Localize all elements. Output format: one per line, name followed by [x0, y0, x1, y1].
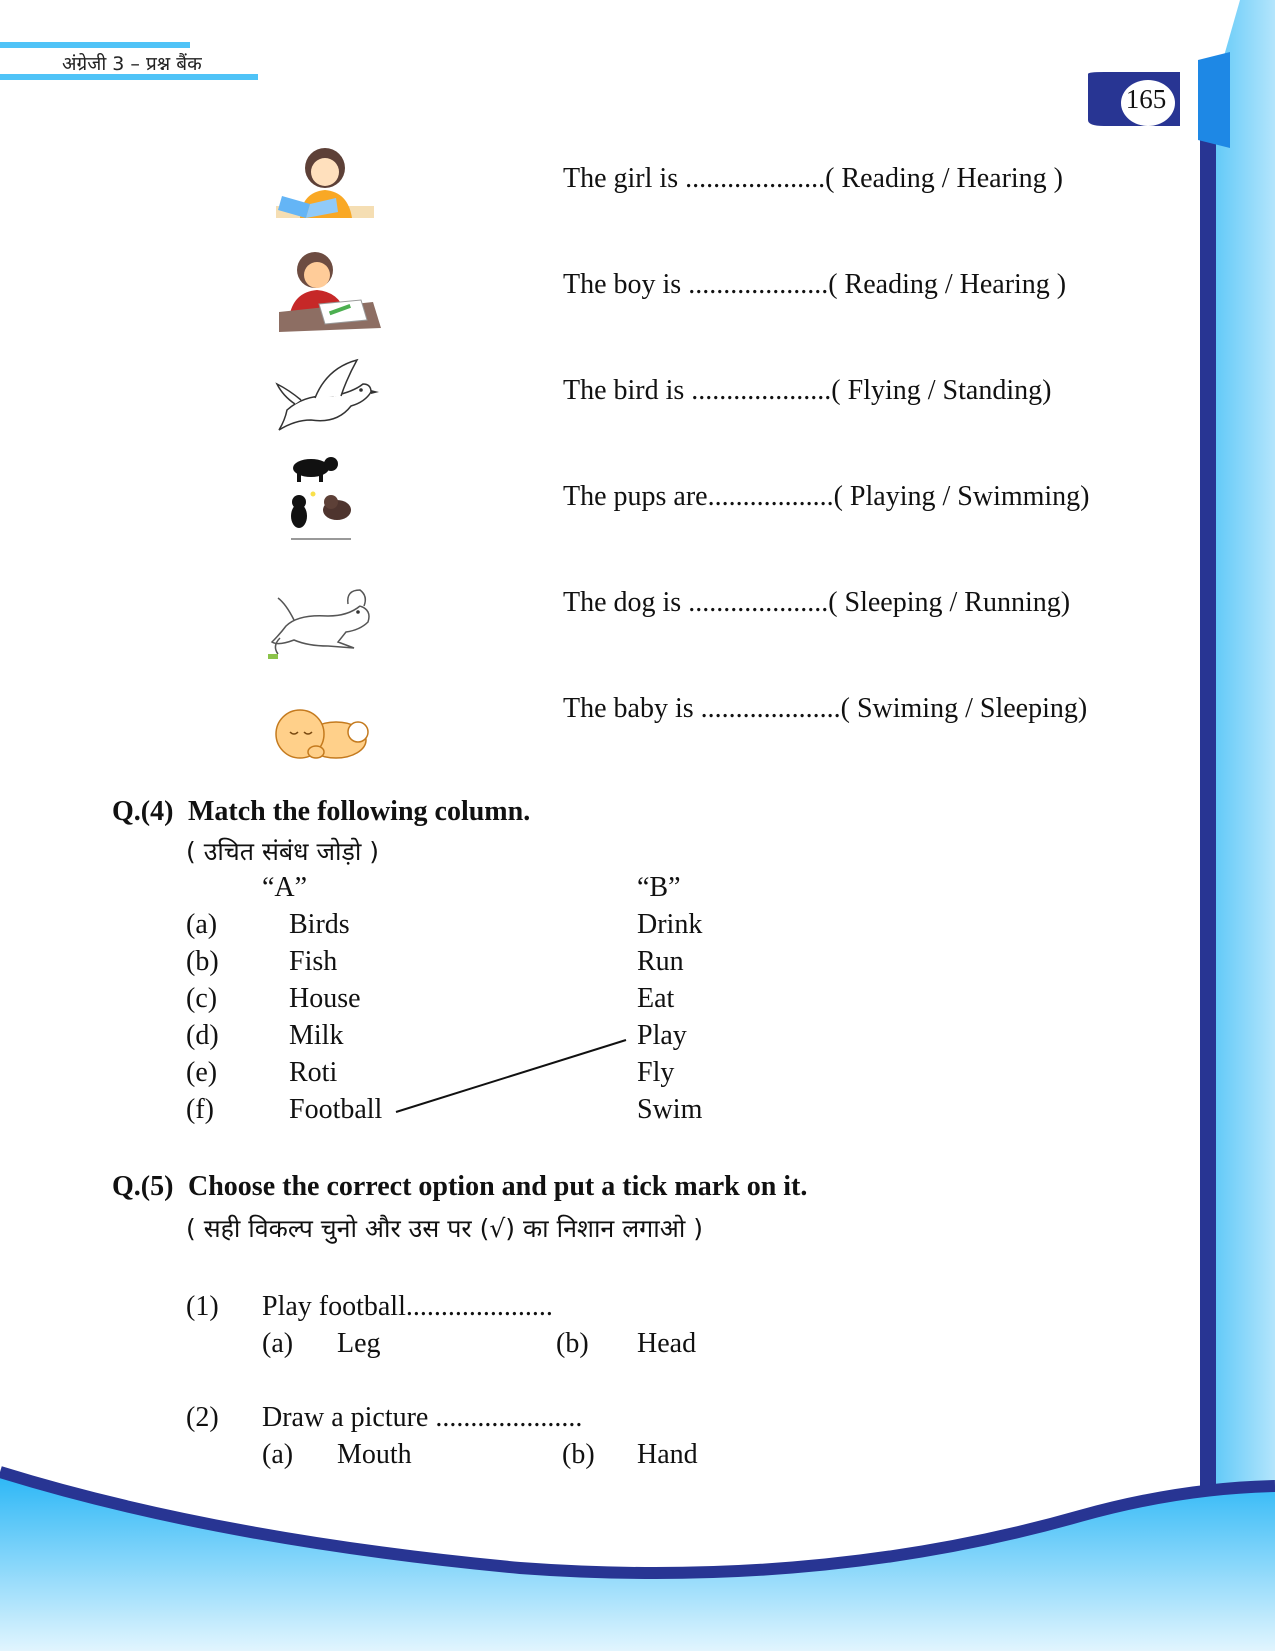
fill-sentence-baby: The baby is ....................( Swiming / Sleeping): [563, 693, 1088, 724]
match-row-label: (d): [186, 1020, 219, 1051]
mcq-question: Draw a picture .....................: [262, 1402, 583, 1433]
match-item-a: Roti: [289, 1057, 338, 1088]
option-a-label: (a): [262, 1328, 294, 1359]
page-number: 165: [1125, 84, 1167, 114]
q4-hindi-instruction: ( उचित संबंध जोड़ो ): [186, 837, 380, 866]
match-item-b: Run: [637, 946, 684, 977]
fill-sentence-dog: The dog is ....................( Sleeping / Running): [563, 587, 1071, 618]
option-a-label: (a): [262, 1439, 294, 1470]
fill-sentence-boy: The boy is ....................( Reading / Hearing ): [563, 269, 1067, 300]
option-a[interactable]: Leg: [337, 1328, 381, 1359]
mcq-number: (2): [186, 1402, 219, 1433]
option-b[interactable]: Head: [637, 1328, 697, 1359]
q5-title: Choose the correct option and put a tick mark on it.: [188, 1171, 808, 1202]
pups-playing-icon: [285, 454, 365, 544]
boy-writing-icon: [275, 248, 385, 332]
right-side-decoration: [1080, 0, 1275, 1651]
match-item-a: Fish: [289, 946, 338, 977]
option-b-label: (b): [556, 1328, 589, 1359]
mcq-number: (1): [186, 1291, 219, 1322]
baby-sleeping-icon: [268, 688, 378, 772]
match-row-label: (a): [186, 909, 218, 940]
header-bar-top: [0, 42, 190, 48]
match-row-label: (f): [186, 1094, 214, 1125]
option-b[interactable]: Hand: [637, 1439, 698, 1470]
girl-reading-icon: [270, 140, 380, 224]
match-connector-line: [390, 1030, 630, 1120]
q4-title: Match the following column.: [188, 796, 531, 827]
fill-sentence-girl: The girl is ....................( Reading / Hearing ): [563, 163, 1064, 194]
q5-number: Q.(5): [112, 1171, 174, 1202]
match-item-a: Milk: [289, 1020, 344, 1051]
option-a[interactable]: Mouth: [337, 1439, 412, 1470]
bird-flying-icon: [275, 354, 385, 438]
q5-hindi-instruction: ( सही विकल्प चुनो और उस पर (√) का निशान लगाओ ): [186, 1214, 704, 1243]
bottom-wave-decoration: [0, 1430, 1275, 1651]
fill-sentence-bird: The bird is ....................( Flying / Standing): [563, 375, 1052, 406]
dog-running-icon: [268, 576, 378, 660]
mcq-question: Play football.....................: [262, 1291, 553, 1322]
match-item-b: Fly: [637, 1057, 675, 1088]
column-a-header: “A”: [262, 872, 308, 903]
match-row-label: (e): [186, 1057, 218, 1088]
fill-sentence-pups: The pups are..................( Playing / Swimming): [563, 481, 1090, 512]
match-item-b: Play: [637, 1020, 687, 1051]
option-b-label: (b): [562, 1439, 595, 1470]
column-b-header: “B”: [637, 872, 681, 903]
match-item-b: Swim: [637, 1094, 703, 1125]
match-item-a: Football: [289, 1094, 383, 1125]
match-item-b: Drink: [637, 909, 703, 940]
match-row-label: (c): [186, 983, 218, 1014]
match-item-b: Eat: [637, 983, 675, 1014]
q4-number: Q.(4): [112, 796, 174, 827]
match-item-a: House: [289, 983, 361, 1014]
page-header-title: अंग्रेजी 3 – प्रश्न बैंक: [62, 53, 202, 75]
match-item-a: Birds: [289, 909, 350, 940]
match-row-label: (b): [186, 946, 219, 977]
